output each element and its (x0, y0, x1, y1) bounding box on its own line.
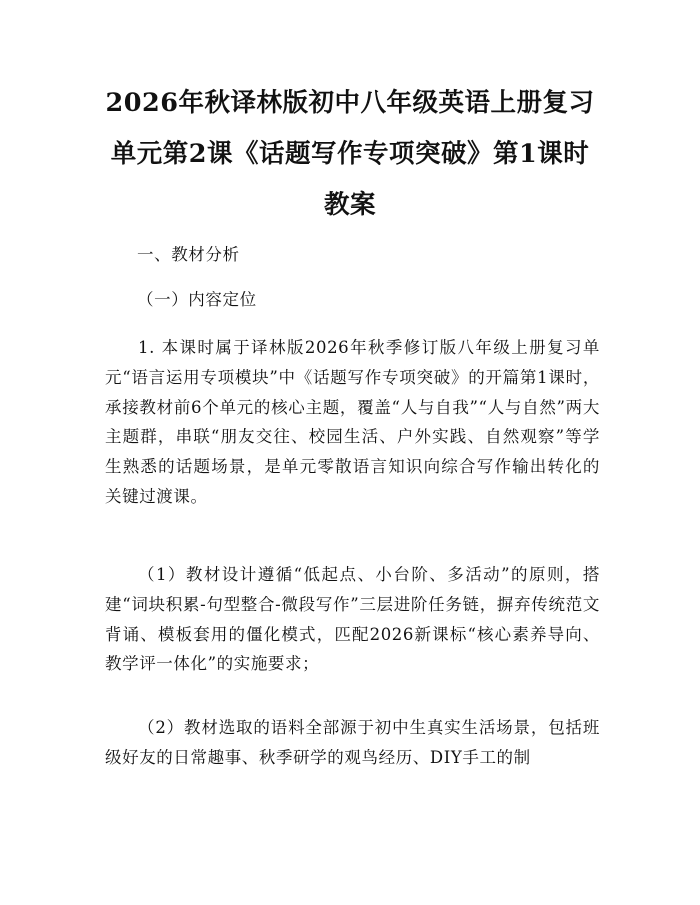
paragraph-design-principle: （1）教材设计遵循“低起点、小台阶、多活动”的原则，搭建“词块积累-句型整合-微段写作”三层进阶任务链，摒弃传统范文背诵、模板套用的僵化模式，匹配2026新课标“核心素养导向、教学评一体化”的实施要求； (105, 565, 600, 674)
paragraph-content-positioning: 1. 本课时属于译林版2026年秋季修订版八年级上册复习单元“语言运用专项模块”中《话题写作专项突破》的开篇第1课时，承接教材前6个单元的核心主题，覆盖“人与自我”“人与自然”两大主题群，串联“朋友交往、校园生活、户外实践、自然观察”等学生熟悉的话题场景，是单元零散语言知识向综合写作输出转化的关键过渡课。 (105, 338, 600, 506)
paragraph-material-sources: （2）教材选取的语料全部源于初中生真实生活场景，包括班级好友的日常趣事、秋季研学的观鸟经历、DIY手工的制 (105, 718, 600, 767)
document-title: 2026年秋译林版初中八年级英语上册复习单元第2课《话题写作专项突破》第1课时教案 (105, 88, 595, 220)
section-heading-textbook-analysis: 一、教材分析 (137, 245, 240, 264)
subsection-heading-content-positioning: （一）内容定位 (137, 290, 257, 309)
